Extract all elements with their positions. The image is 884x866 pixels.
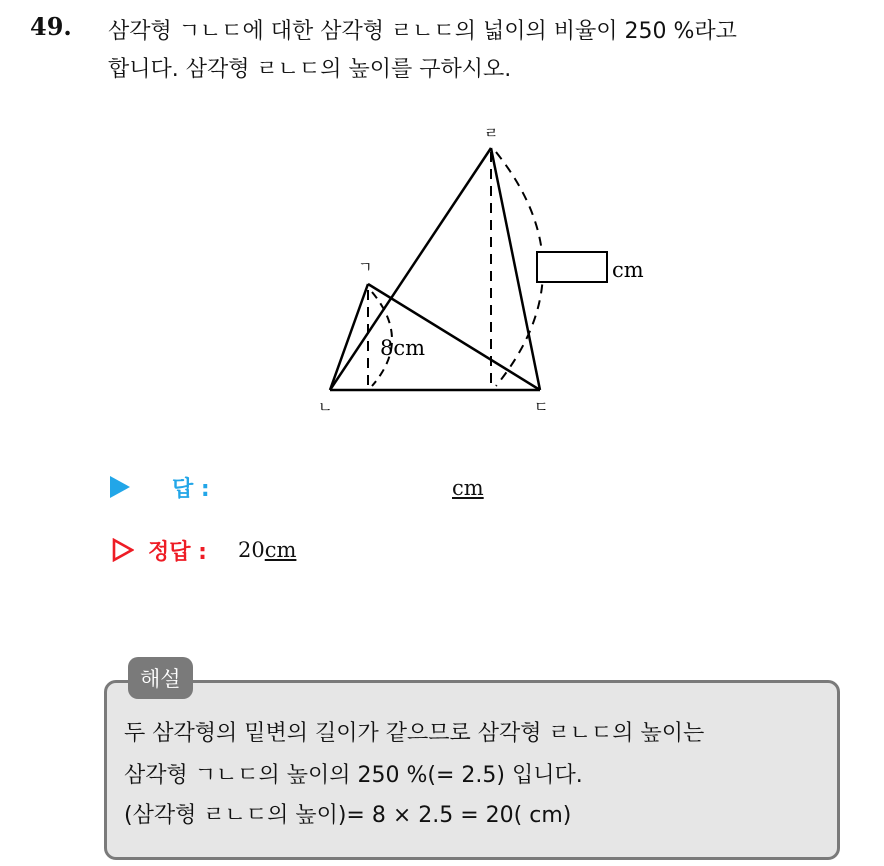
explanation-line-1: 두 삼각형의 밑변의 길이가 같으므로 삼각형 ㄹㄴㄷ의 높이는 bbox=[124, 721, 705, 746]
correct-value: 20 bbox=[238, 538, 265, 562]
label-8cm: 8cm bbox=[380, 336, 426, 360]
height-answer-box bbox=[537, 252, 607, 282]
label-d: ㄷ bbox=[534, 398, 549, 416]
answer-unit: cm bbox=[452, 476, 484, 500]
label-r: ㄹ bbox=[484, 124, 499, 142]
correct-label: 정답 : bbox=[148, 540, 207, 565]
label-g: ㄱ bbox=[358, 258, 373, 276]
explanation-line-3: (삼각형 ㄹㄴㄷ의 높이)= 8 × 2.5 = 20( cm) bbox=[124, 803, 572, 828]
side-gn bbox=[330, 284, 368, 390]
question-text-line-2: 합니다. 삼각형 ㄹㄴㄷ의 높이를 구하시오. bbox=[108, 57, 512, 82]
explanation-tab: 해설 bbox=[128, 657, 193, 699]
label-box-unit: cm bbox=[612, 258, 644, 282]
side-rd bbox=[491, 148, 540, 390]
correct-unit: cm bbox=[264, 538, 297, 562]
question-text-line-1: 삼각형 ㄱㄴㄷ에 대한 삼각형 ㄹㄴㄷ의 넓이의 비율이 250 %라고 bbox=[108, 19, 737, 44]
correct-answer bbox=[238, 538, 296, 562]
question-number: 49. bbox=[30, 12, 72, 41]
answer-label: 답 : bbox=[172, 477, 210, 502]
explanation-line-2: 삼각형 ㄱㄴㄷ의 높이의 250 %(= 2.5) 입니다. bbox=[124, 763, 583, 788]
answer-arrow-icon bbox=[110, 476, 130, 498]
correct-arrow-icon bbox=[112, 538, 134, 562]
label-n: ㄴ bbox=[318, 398, 333, 416]
arc-large bbox=[496, 152, 543, 386]
